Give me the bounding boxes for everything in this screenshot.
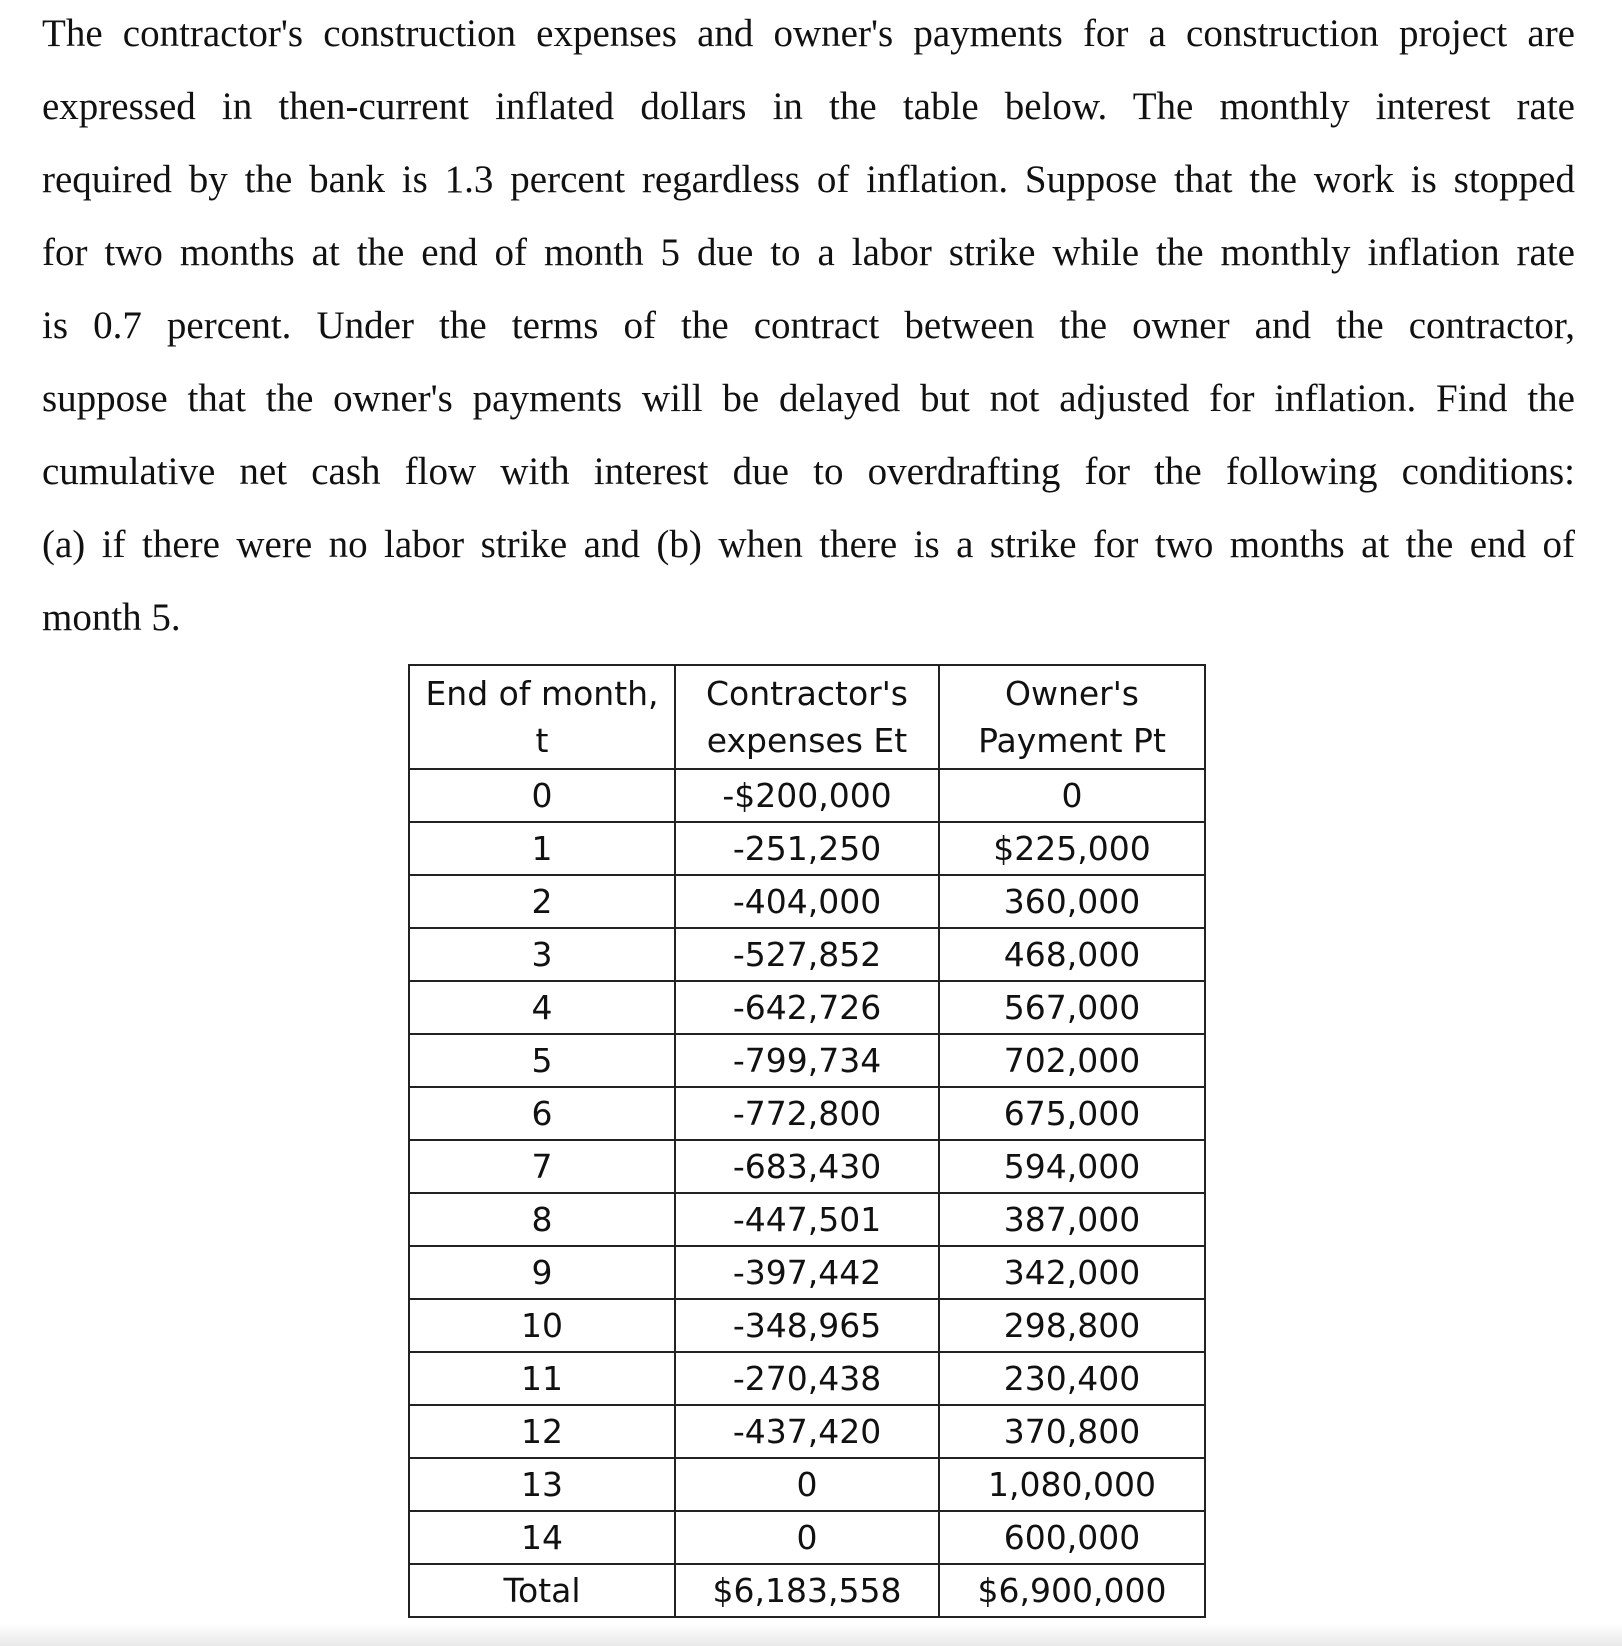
payment-cell: 702,000 xyxy=(939,1034,1205,1087)
total-label: Total xyxy=(409,1564,675,1617)
payment-cell: 387,000 xyxy=(939,1193,1205,1246)
payment-cell: 0 xyxy=(939,769,1205,822)
table-row xyxy=(409,1140,1205,1193)
problem-line: The contractor's construction expenses and owner's payments for a construction project are xyxy=(42,12,1575,55)
month-cell: 2 xyxy=(409,875,675,928)
payment-cell: 567,000 xyxy=(939,981,1205,1034)
expense-cell: -772,800 xyxy=(675,1087,939,1140)
problem-line: cumulative net cash flow with interest due to overdrafting for the following conditions: xyxy=(42,450,1575,493)
header-owner-payment xyxy=(939,665,1205,769)
payment-cell: 342,000 xyxy=(939,1246,1205,1299)
total-expense: $6,183,558 xyxy=(675,1564,939,1617)
payment-cell: 360,000 xyxy=(939,875,1205,928)
table-row xyxy=(409,1511,1205,1564)
table-row xyxy=(409,769,1205,822)
problem-line: required by the bank is 1.3 percent regardless of inflation. Suppose that the work is stopped xyxy=(42,158,1575,201)
bottom-edge-shadow xyxy=(0,1624,1622,1646)
header-contractor-expenses xyxy=(675,665,939,769)
expense-cell: 0 xyxy=(675,1511,939,1564)
header-end-of-month xyxy=(409,665,675,769)
expense-cell: -348,965 xyxy=(675,1299,939,1352)
month-cell: 4 xyxy=(409,981,675,1034)
payment-cell: $225,000 xyxy=(939,822,1205,875)
month-cell: 8 xyxy=(409,1193,675,1246)
table-row xyxy=(409,822,1205,875)
expense-cell: -$200,000 xyxy=(675,769,939,822)
payment-cell: 468,000 xyxy=(939,928,1205,981)
problem-line: expressed in then-current inflated dollars in the table below. The monthly interest rate xyxy=(42,85,1575,128)
table-row xyxy=(409,1352,1205,1405)
payment-cell: 370,800 xyxy=(939,1405,1205,1458)
expense-cell: -642,726 xyxy=(675,981,939,1034)
month-cell: 7 xyxy=(409,1140,675,1193)
month-cell: 0 xyxy=(409,769,675,822)
table-row xyxy=(409,981,1205,1034)
header-owner-payment-line2: Payment Pt xyxy=(978,721,1166,760)
cash-flow-table xyxy=(408,664,1206,1618)
month-cell: 12 xyxy=(409,1405,675,1458)
expense-cell: -251,250 xyxy=(675,822,939,875)
problem-line: suppose that the owner's payments will be delayed but not adjusted for inflation. Find the xyxy=(42,377,1575,420)
problem-statement xyxy=(42,0,1575,657)
header-end-of-month-line2: t xyxy=(535,721,549,760)
month-cell: 13 xyxy=(409,1458,675,1511)
table-row xyxy=(409,1458,1205,1511)
expense-cell: -527,852 xyxy=(675,928,939,981)
problem-line: is 0.7 percent. Under the terms of the contract between the owner and the contractor, xyxy=(42,304,1575,347)
month-cell: 14 xyxy=(409,1511,675,1564)
payment-cell: 298,800 xyxy=(939,1299,1205,1352)
expense-cell: -270,438 xyxy=(675,1352,939,1405)
expense-cell: -683,430 xyxy=(675,1140,939,1193)
expense-cell: -397,442 xyxy=(675,1246,939,1299)
table-row xyxy=(409,1193,1205,1246)
table-row xyxy=(409,875,1205,928)
table-total-row xyxy=(409,1564,1205,1617)
month-cell: 11 xyxy=(409,1352,675,1405)
table-row xyxy=(409,1299,1205,1352)
month-cell: 6 xyxy=(409,1087,675,1140)
problem-line: for two months at the end of month 5 due to a labor strike while the monthly inflation rate xyxy=(42,231,1575,274)
total-payment: $6,900,000 xyxy=(939,1564,1205,1617)
table-row xyxy=(409,1034,1205,1087)
header-end-of-month-line1: End of month, xyxy=(425,674,659,713)
table-row xyxy=(409,1405,1205,1458)
month-cell: 10 xyxy=(409,1299,675,1352)
expense-cell: 0 xyxy=(675,1458,939,1511)
header-owner-payment-line1: Owner's xyxy=(1004,674,1139,713)
expense-cell: -404,000 xyxy=(675,875,939,928)
table-header-row xyxy=(409,665,1205,769)
month-cell: 5 xyxy=(409,1034,675,1087)
problem-line: (a) if there were no labor strike and (b) when there is a strike for two months at the end of xyxy=(42,523,1575,566)
payment-cell: 594,000 xyxy=(939,1140,1205,1193)
expense-cell: -799,734 xyxy=(675,1034,939,1087)
month-cell: 9 xyxy=(409,1246,675,1299)
month-cell: 1 xyxy=(409,822,675,875)
header-contractor-expenses-line1: Contractor's xyxy=(706,674,908,713)
header-contractor-expenses-line2: expenses Et xyxy=(706,721,908,760)
payment-cell: 230,400 xyxy=(939,1352,1205,1405)
expense-cell: -447,501 xyxy=(675,1193,939,1246)
table-row xyxy=(409,1246,1205,1299)
payment-cell: 1,080,000 xyxy=(939,1458,1205,1511)
payment-cell: 600,000 xyxy=(939,1511,1205,1564)
payment-cell: 675,000 xyxy=(939,1087,1205,1140)
table-row xyxy=(409,928,1205,981)
problem-line: month 5. xyxy=(42,596,181,639)
expense-cell: -437,420 xyxy=(675,1405,939,1458)
table-row xyxy=(409,1087,1205,1140)
month-cell: 3 xyxy=(409,928,675,981)
